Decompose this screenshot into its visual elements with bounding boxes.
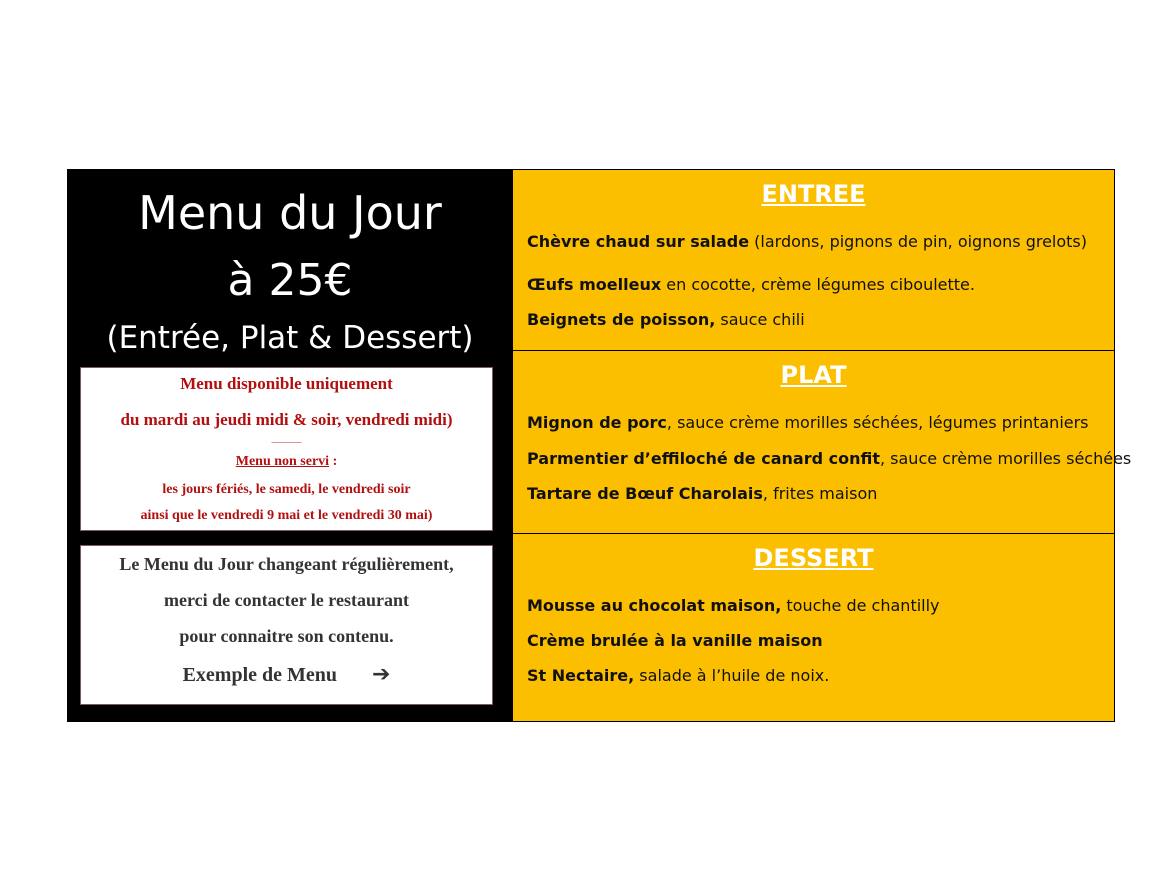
dish-name: Tartare de Bœuf Charolais <box>527 484 763 503</box>
notice-line-3: pour connaitre son contenu. <box>179 626 394 646</box>
menu-price: à 25€ <box>227 255 353 306</box>
dish-name: Crème brulée à la vanille maison <box>527 631 823 650</box>
not-served-label: Menu non servi <box>235 454 330 469</box>
menu-title: Menu du Jour <box>138 186 442 240</box>
entree-item <box>527 232 1087 251</box>
dish-name: Parmentier d’effiloché de canard confit <box>527 449 880 468</box>
dish-name: Mignon de porc <box>527 413 667 432</box>
section-plat <box>513 351 1132 534</box>
dish-detail: en cocotte, crème légumes ciboulette. <box>661 275 975 294</box>
dish-detail: sauce chili <box>715 310 805 329</box>
section-dessert <box>513 534 1114 721</box>
entree-item <box>527 310 805 329</box>
availability-line-2: du mardi au jeudi midi & soir, vendredi midi) <box>120 410 453 429</box>
plat-item <box>527 449 1131 468</box>
menu-courses: (Entrée, Plat & Dessert) <box>106 320 474 356</box>
availability-box <box>80 367 493 531</box>
dish-name: Beignets de poisson, <box>527 310 716 329</box>
notice-line-2: merci de contacter le restaurant <box>164 590 409 610</box>
dish-detail: , sauce crème morilles séchées, légumes printaniers <box>666 413 1089 432</box>
dish-detail: , sauce crème morilles séchées <box>879 449 1132 468</box>
example-menu-link[interactable] <box>81 662 492 687</box>
dessert-item <box>527 596 940 615</box>
plat-item <box>527 413 1089 432</box>
availability-line-4: les jours fériés, le samedi, le vendredi soir <box>162 482 411 497</box>
arrow-right-icon[interactable]: ➔ <box>372 662 391 687</box>
notice-box <box>80 545 493 705</box>
availability-separator: ————— <box>271 440 302 446</box>
section-title-dessert: DESSERT <box>753 544 874 572</box>
dish-detail: , frites maison <box>762 484 878 503</box>
section-title-plat: PLAT <box>780 361 847 389</box>
dish-detail: touche de chantilly <box>781 596 940 615</box>
availability-line-1: Menu disponible uniquement <box>180 374 393 393</box>
dessert-item <box>527 631 823 650</box>
section-entree <box>513 170 1114 351</box>
entree-item <box>527 275 975 294</box>
notice-line-1: Le Menu du Jour changeant régulièrement, <box>119 554 454 574</box>
menu-du-jour-panel <box>67 169 513 722</box>
plat-item <box>527 484 877 503</box>
dessert-item <box>527 666 829 685</box>
dish-detail: (lardons, pignons de pin, oignons grelots) <box>749 232 1088 251</box>
dish-name: Œufs moelleux <box>527 275 662 294</box>
availability-line-5: ainsi que le vendredi 9 mai et le vendredi 30 mai) <box>140 508 433 523</box>
dish-name: St Nectaire, <box>527 666 635 685</box>
dish-name: Mousse au chocolat maison, <box>527 596 782 615</box>
dish-name: Chèvre chaud sur salade <box>527 232 750 251</box>
section-title-entree: ENTREE <box>761 180 866 208</box>
dish-detail: salade à l’huile de noix. <box>634 666 830 685</box>
example-menu-label[interactable]: Exemple de Menu <box>182 664 337 686</box>
menu-courses-panel <box>512 169 1132 722</box>
not-served-heading <box>81 454 492 470</box>
not-served-suffix: : <box>329 454 338 469</box>
